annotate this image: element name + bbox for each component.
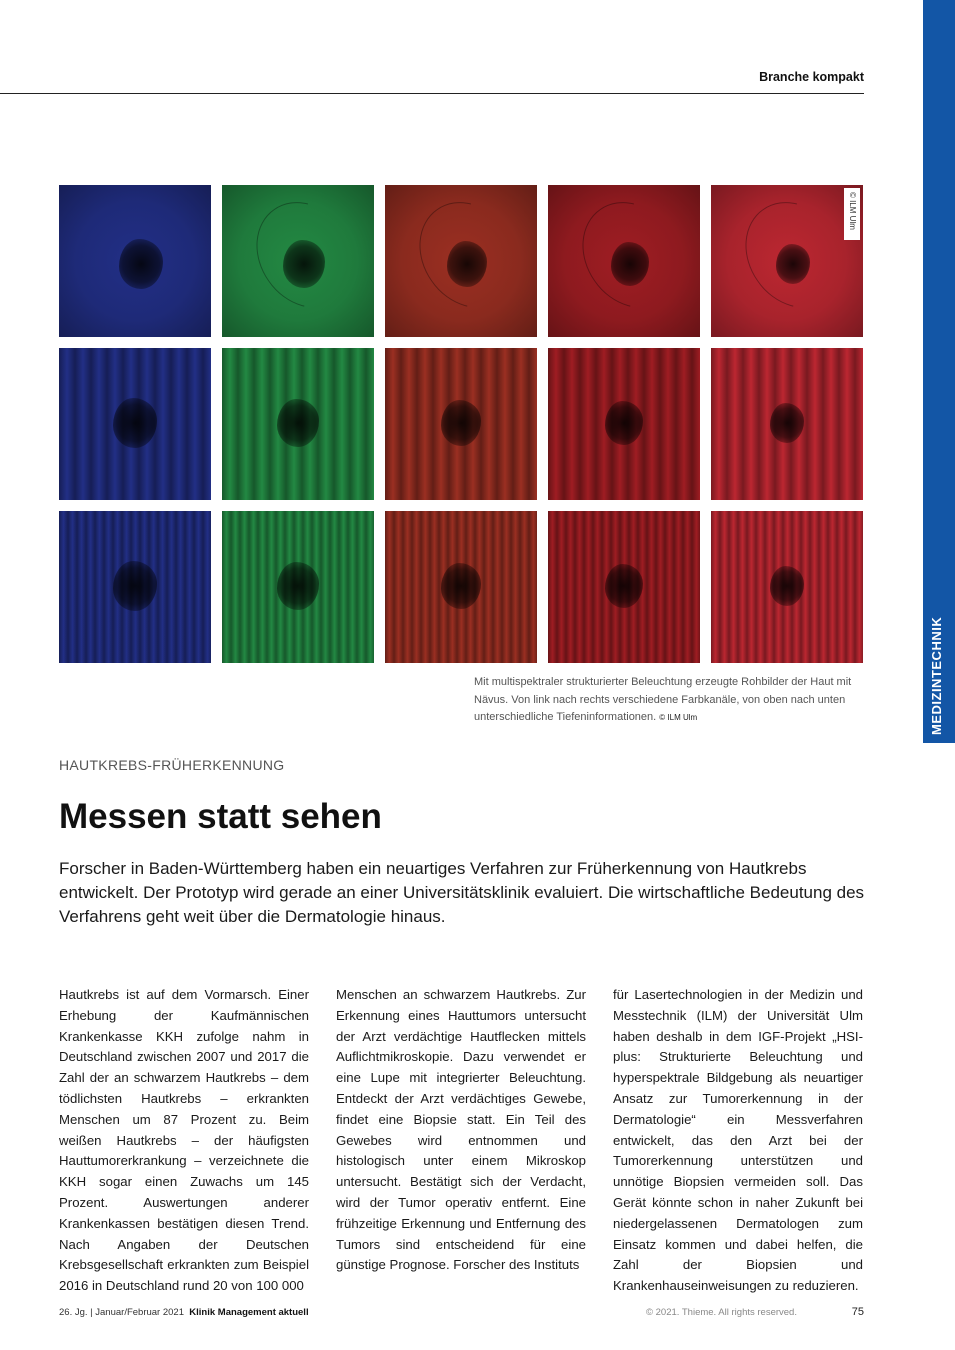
side-tab-label: MEDIZINTECHNIK <box>929 616 944 735</box>
section-label: Branche kompakt <box>759 70 864 84</box>
footer-journal: Klinik Management aktuell <box>189 1307 309 1318</box>
figure-caption-text: Mit multispektraler strukturierter Beleuchtung erzeugte Rohbilder der Haut mit Nävus. Von link nach rechts verschiedene Farbkanäle, von oben nach unten unterschiedliche Tiefeninformationen. <box>474 676 852 723</box>
footer-issue <box>59 1307 309 1318</box>
image-tile <box>59 348 211 500</box>
body-column-2: Menschen an schwarzem Hautkrebs. Zur Erkennung eines Hauttumors untersucht der Arzt verdächtige Hautflecken mittels Auflichtmikroskopie. Dazu verwendet er eine Lupe mit integrierter Beleuchtung. Entdeckt der Arzt verdächtiges Gewebe, findet eine Biopsie statt. Ein Teil des Gewebes wird entnommen und histologisch unter einem Mikroskop untersucht. Bestätigt sich der Verdacht, wird der Tumor operativ entfernt. Eine frühzeitige Erkennung und Entfernung des Tumors sind entscheidend für eine günstige Prognose. Forscher des Instituts <box>336 987 586 1273</box>
image-tile <box>59 511 211 663</box>
image-tile <box>711 348 863 500</box>
nevus-lesion <box>441 400 481 446</box>
image-tile <box>385 348 537 500</box>
image-tile <box>548 511 700 663</box>
page-number: 75 <box>851 1306 864 1318</box>
image-copyright <box>844 188 860 240</box>
article-lead: Forscher in Baden-Württemberg haben ein neuartiges Verfahren zur Früherkennung von Hautkrebs entwickelt. Der Prototyp wird gerade an einer Universitätsklinik evaluiert. Die wirtschaftliche Bedeutung des Verfahrens geht weit über die Dermatologie hinaus. <box>59 859 865 926</box>
nevus-lesion <box>441 563 481 609</box>
nevus-lesion <box>113 398 157 448</box>
figure-caption <box>474 674 866 727</box>
multispectral-image-grid <box>59 185 862 663</box>
nevus-lesion <box>605 401 643 445</box>
image-tile <box>385 185 537 337</box>
footer-issue-text: 26. Jg. | Januar/Februar 2021 <box>59 1307 184 1318</box>
image-tile <box>711 185 863 337</box>
image-tile <box>59 185 211 337</box>
image-tile <box>222 185 374 337</box>
article-title: Messen statt sehen <box>59 797 382 836</box>
image-tile <box>385 511 537 663</box>
article-kicker: HAUTKREBS-FRÜHERKENNUNG <box>59 757 285 773</box>
image-tile <box>548 185 700 337</box>
image-tile <box>222 348 374 500</box>
nevus-lesion <box>277 399 319 447</box>
body-column-3: für Lasertechnologien in der Medizin und Messtechnik (ILM) der Universität Ulm haben deshalb in dem IGF-Projekt „HSI-plus: Strukturierte Beleuchtung und hyperspektrale Bildgebung als neuartiger Ansatz zur Tumorerkennung in der Dermatologie“ ein Messverfahren entwickelt, das den Arzt bei der Tumorerkennung unterstützen und unnötige Biopsien vermeiden soll. Das Gerät könnte schon in naher Zukunft bei niedergelassenen Dermatologen zum Einsatz kommen und dabei helfen, die Zahl der Biopsien und Krankenhauseinweisungen zu reduzieren. <box>613 987 863 1294</box>
vein-line <box>562 185 700 327</box>
nevus-lesion <box>605 564 643 608</box>
figure-caption-credit: © ILM Ulm <box>659 713 698 722</box>
vein-line <box>399 185 537 327</box>
vein-line <box>725 185 863 327</box>
nevus-lesion <box>119 239 163 289</box>
nevus-lesion <box>277 562 319 610</box>
header-rule <box>0 93 864 94</box>
image-tile <box>548 348 700 500</box>
image-tile <box>711 511 863 663</box>
nevus-lesion <box>770 403 804 443</box>
image-tile <box>222 511 374 663</box>
footer-rights: © 2021. Thieme. All rights reserved. <box>646 1307 797 1318</box>
image-copyright-text: © ILM Ulm <box>848 192 857 230</box>
vein-line <box>236 185 374 327</box>
nevus-lesion <box>113 561 157 611</box>
nevus-lesion <box>770 566 804 606</box>
body-column-1: Hautkrebs ist auf dem Vormarsch. Einer Erhebung der Kaufmännischen Krankenkasse KKH zufolge nahm in Deutschland zwischen 2007 und 2017 die Zahl der an schwarzem Hautkrebs – dem tödlichsten Hautkrebs – erkrankten Menschen um 87 Prozent zu. Beim weißen Hautkrebs – der häufigsten Hauttumorerkrankung – verzeichnete die KKH sogar einen Zuwachs um 145 Prozent. Auswertungen anderer Krankenkassen bestätigen diesen Trend. Nach Angaben der Deutschen Krebsgesellschaft erkrankten zum Beispiel 2016 in Deutschland rund 20 von 100 000 <box>59 987 309 1294</box>
